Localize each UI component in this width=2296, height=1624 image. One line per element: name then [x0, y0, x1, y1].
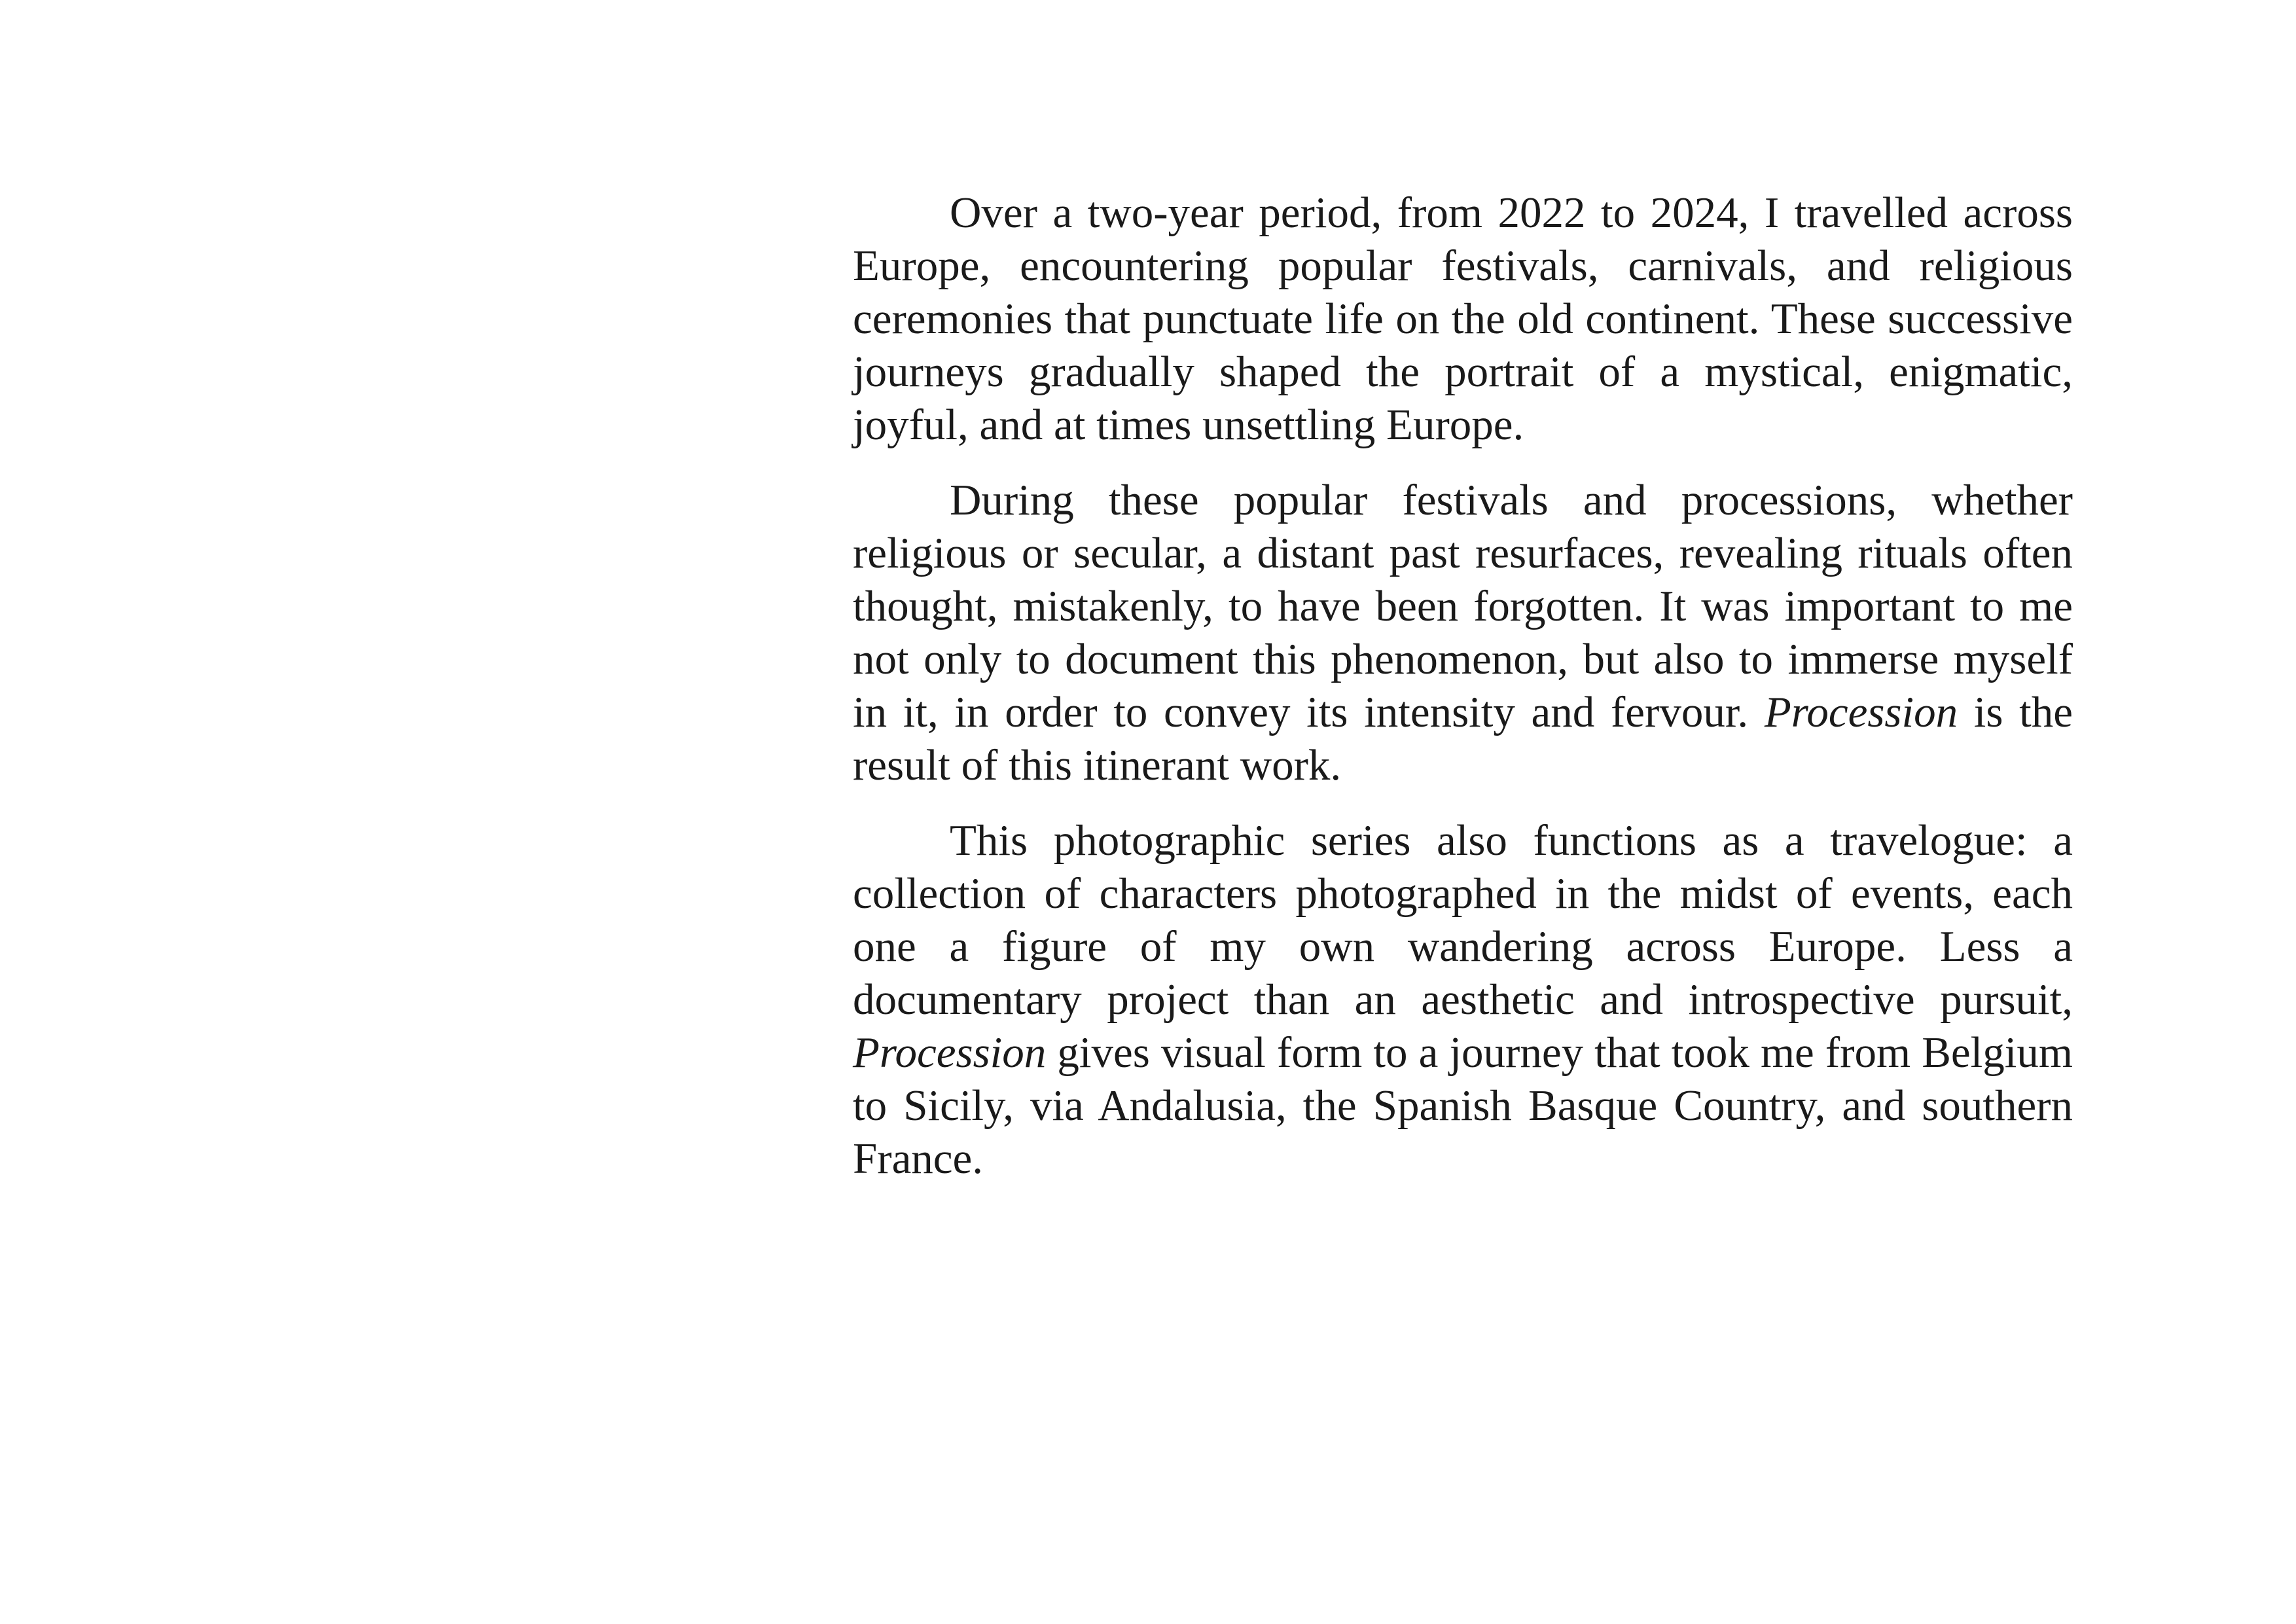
body-text: [853, 187, 2073, 1185]
paragraph-2-title: Procession: [1764, 688, 1958, 736]
paragraph-3-text-after: gives visual form to a journey that took me from Belgium to Sicily, via Andalusia, the Spanish Basque Country, and southern France.: [853, 1028, 2073, 1183]
paragraph-3-text-before: This photographic series also functions as a travelogue: a collection of characters photographed in the midst of events, each one a figure of my own wandering across Europe. Less a documentary project than an aesthetic and introspective pursuit,: [853, 816, 2073, 1024]
paragraph-2-text-after: is the result of this itinerant work.: [853, 688, 2073, 789]
paragraph-3: [853, 814, 2073, 1185]
paragraph-3-title: Procession: [853, 1028, 1047, 1077]
paragraph-1: [853, 187, 2073, 452]
paragraph-2: [853, 474, 2073, 792]
paragraph-1-text: Over a two-year period, from 2022 to 2024, I travelled across Europe, encountering popular festivals, carnivals, and religious ceremonies that punctuate life on the old continent. These successive journeys gradually shaped the portrait of a mystical, enigmatic, joyful, and at times unsettling Europe.: [853, 189, 2073, 449]
paragraph-2-text-before: During these popular festivals and processions, whether religious or secular, a distant past resurfaces, revealing rituals often thought, mistakenly, to have been forgotten. It was important to me not only to document this phenomenon, but also to immerse myself in it, in order to convey its intensity and fervour.: [853, 476, 2073, 736]
